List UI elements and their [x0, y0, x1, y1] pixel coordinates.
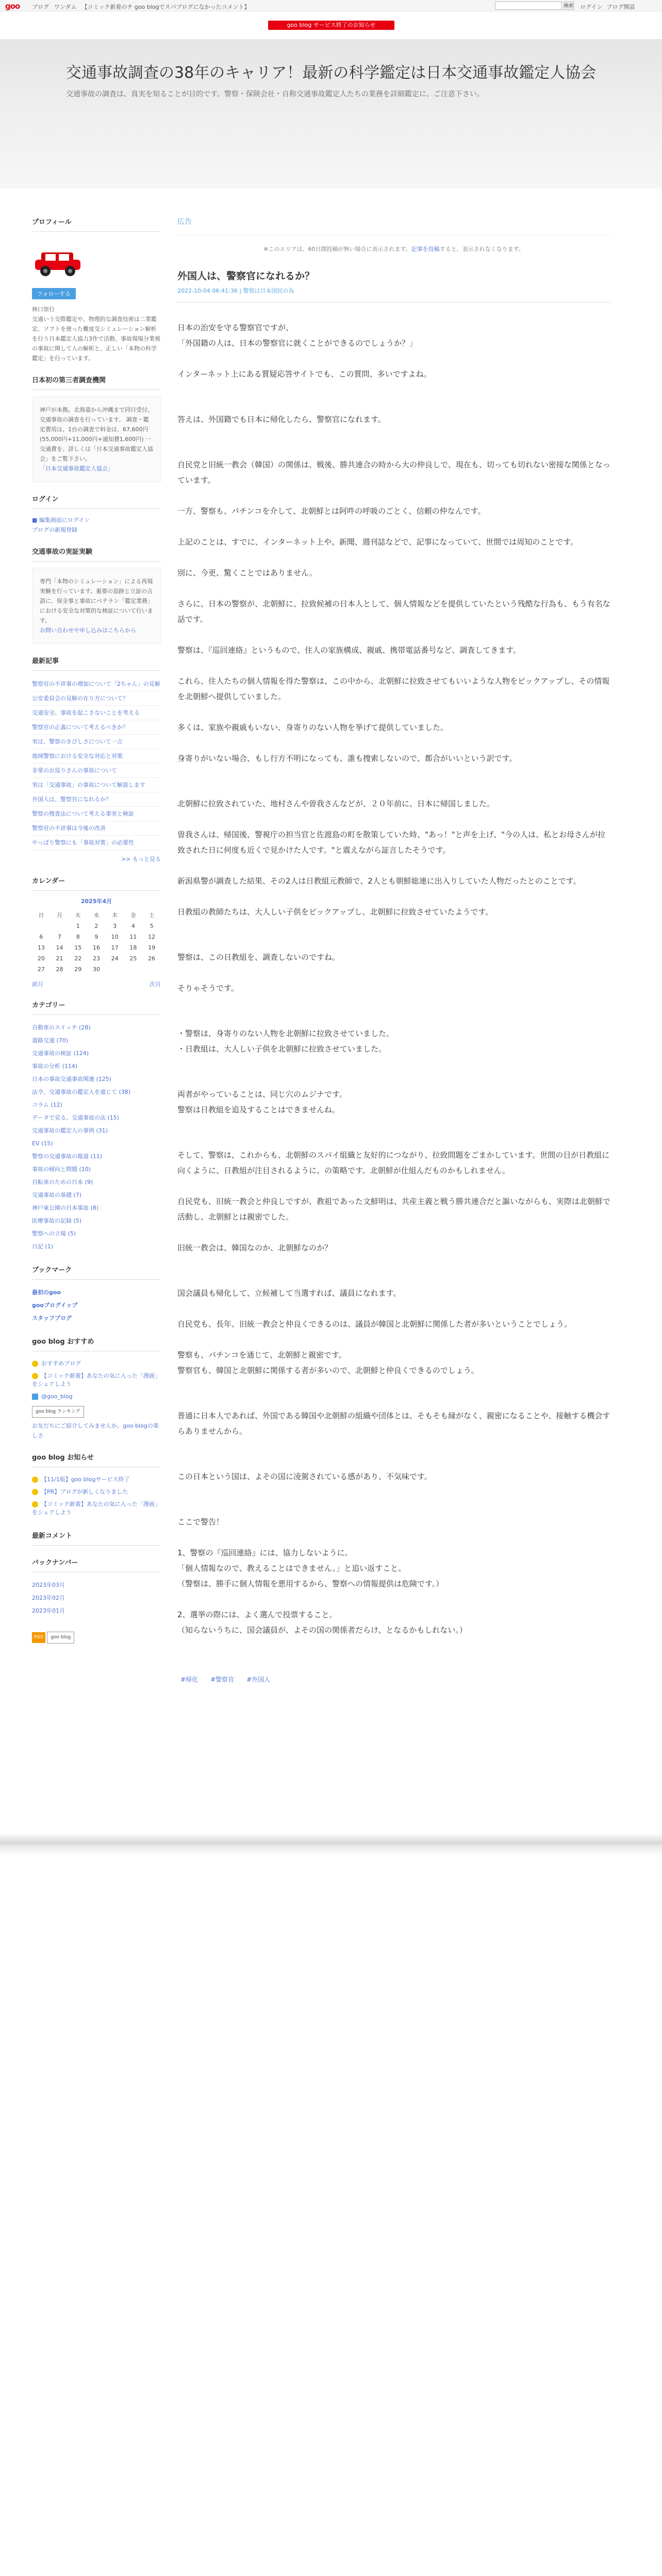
recent-heading: 最新記事: [32, 655, 161, 671]
calendar-day: 27: [37, 966, 45, 973]
category-link[interactable]: 医療事故の記録 (5): [32, 1217, 82, 1224]
weekday-label: 木: [112, 912, 118, 919]
recommend-link[interactable]: @goo_blog: [32, 1391, 161, 1403]
category-link[interactable]: 法令、交通事故の鑑定人を通じて (38): [32, 1089, 131, 1095]
category-link[interactable]: 神戸東公園の日本事故 (8): [32, 1205, 99, 1211]
bookmarks-widget: [32, 1264, 161, 1325]
recent-post-link[interactable]: 交通安全。事故を起こさないことを考える: [32, 706, 161, 720]
calendar-day: 17: [111, 944, 119, 951]
category-link[interactable]: 交通事故の鑑定人の事例 (31): [32, 1127, 108, 1134]
post-paragraph: 上記のことは、すでに、インターネット上や、新聞、週刊誌などで、記事になっていて、世間では周知のことです。: [177, 537, 578, 547]
survey-heading: 交通事故の実証実験: [32, 546, 161, 562]
category-link[interactable]: データで見る、交通事故の法 (15): [32, 1114, 120, 1121]
sidebar: [32, 216, 161, 1658]
bookmark-link[interactable]: スタッフブログ: [32, 1315, 72, 1321]
blog-description: 交通事故の調査は、真実を知ることが目的です。警察・保険会社・自称交通事故鑑定人たちの業務を詳細鑑定に、ご注意下さい。: [66, 90, 484, 98]
login-edit-link[interactable]: ■ 編集画面にログイン: [32, 517, 90, 523]
main-content: [177, 216, 610, 1685]
calendar-day: 30: [92, 966, 100, 973]
post-article-link[interactable]: 記事を投稿: [411, 246, 440, 252]
calendar-day: [51, 921, 69, 931]
calendar-day: 6: [39, 934, 43, 940]
profile-heading: プロフィール: [32, 216, 161, 232]
calendar-day: 22: [74, 955, 82, 962]
bookmarks-heading: ブックマーク: [32, 1264, 161, 1280]
comic-icon: [32, 1373, 38, 1379]
search-input[interactable]: [495, 2, 562, 10]
post-paragraph: 一方、警察も、パチンコを介して、北朝鮮とは阿吽の呼吸のごとく、信頼の仲なんです。: [177, 506, 486, 516]
weekday-label: 金: [130, 912, 136, 919]
post-paragraph: 自民党も、旧統一教会と仲良しですが、教祖であった文鮮明は、共産主義と戦う勝共連合だと謳いながらも、実際は北朝鮮で活動し、北朝鮮とは親密でした。: [177, 1197, 610, 1222]
screenshot-seam: [0, 1833, 662, 1856]
tag-link[interactable]: #外国人: [246, 1676, 271, 1683]
goo-logo[interactable]: goo: [5, 2, 20, 11]
post-paragraph: 警察は、この日教組を、調査しないのですね。: [177, 953, 340, 962]
calendar-day: 1: [76, 923, 80, 929]
calendar-day: [32, 921, 51, 931]
lock-icon: ■: [32, 517, 39, 523]
calendar-day: 21: [56, 955, 63, 962]
nav-link-wandam[interactable]: ワンダム: [54, 4, 77, 10]
calendar-day: 25: [129, 955, 137, 962]
archive-link[interactable]: 2023年01月: [32, 1607, 65, 1614]
post-paragraph: 警察も、パチンコを通じて、北朝鮮と親密です。: [177, 1350, 346, 1360]
intro-heading: 日本初の第三者調査機関: [32, 375, 161, 390]
post-paragraph: 警察官も、韓国と北朝鮮に関係する者が多いので、北朝鮮と仲良くできるのでしょう。: [177, 1366, 479, 1375]
category-link[interactable]: 事故の傾向と問題 (10): [32, 1166, 91, 1173]
post-paragraph: ・警察は、身寄りのない人物を北朝鮮に拉致させていました。: [177, 1029, 394, 1038]
survey-link[interactable]: お問い合わせや申し込みはこちらから: [40, 627, 136, 634]
post-paragraph: ここで警告！: [177, 1517, 224, 1527]
calendar-day: 28: [56, 966, 63, 973]
tag-link[interactable]: #警察官: [210, 1676, 235, 1683]
intro-text: 神戸が本拠。北海道から沖縄まで同日受付。交通事故の調査を行っています。 調査・鑑定費用は、1台の調査で料金は、67,600円 (55,000円+11,000円+通知費1,600円) 一交通費を、詳しくは「日本交通事故鑑定人協会」をご覧下さい。: [40, 406, 153, 462]
recent-post-link[interactable]: 警察官の不祥事の増加について「2ちゃん」の見解: [32, 677, 161, 691]
post-paragraph: 「個人情報なので、教えることはできません。」と追い返すこと。: [177, 1564, 406, 1573]
ad-heading: 広告: [177, 218, 192, 226]
recent-post-link[interactable]: 実は「交通事故」の事故について解説します: [32, 778, 161, 792]
category-link[interactable]: コラム (12): [32, 1101, 62, 1108]
survey-box: [32, 568, 161, 644]
nav-link-blog[interactable]: ブログ: [32, 4, 49, 10]
category-link[interactable]: 事故の分析 (114): [32, 1063, 78, 1070]
info-icon: [32, 1501, 38, 1507]
calendar-day: 3: [113, 923, 117, 929]
top-nav-links: [32, 3, 250, 11]
post-paragraph: そりゃそうです。: [177, 984, 239, 993]
calendar-day: 14: [56, 944, 63, 951]
survey-text: 専門「本物のシミュレーション」による再現実験を行っています。重要の追跡と立証の言語に、保全事と事故にベテラン「鑑定業務」における安全な対策的な検証について行います。: [40, 578, 153, 624]
profile-bio: 交通いう交際鑑定や、物理的な調査技術は二業鑑定、ソフトを使った難度交シミュレーション解析を行う日本鑑定人協力3作で活動、事故現場分業視の事故に関して人の解析と、正しい「本物の科学鑑定」を行っています。: [32, 316, 160, 362]
nav-link-comic[interactable]: 【コミック新着のチ goo blogでスパブログになかったコメント】: [81, 4, 250, 10]
calendar-day: 11: [129, 934, 137, 940]
tag-link[interactable]: #帰化: [180, 1676, 198, 1683]
post-paragraph: 国会議員も帰化して、立候補して当選すれば、議員になれます。: [177, 1289, 401, 1298]
calendar-day: 19: [148, 944, 156, 951]
bookmark-link[interactable]: gooブログイップ: [32, 1302, 78, 1309]
calendar-table: [32, 909, 161, 975]
category-link[interactable]: 交通事故の基礎 (7): [32, 1192, 82, 1198]
news-link[interactable]: 【PR】ブログが新しくなりました: [32, 1486, 161, 1498]
weekday-label: 月: [57, 912, 63, 919]
follow-button[interactable]: フォローする: [32, 288, 76, 299]
post-category-link[interactable]: 警察は日本国民の為: [243, 287, 294, 294]
calendar-day: 2: [94, 923, 98, 929]
weekday-label: 日: [38, 912, 44, 919]
post-paragraph: 身寄りがいない場合、もし行方不明になっても、誰も捜索しないので、都合がいいという訳です。: [177, 754, 517, 763]
post-date: 2022-10-04 06:41:36: [177, 287, 238, 294]
post-paragraph: 北朝鮮に拉致されていた、地村さんや曽我さんなどが、２０年前に、日本に帰国しました。: [177, 799, 495, 808]
news-heading: goo blog お知らせ: [32, 1452, 161, 1467]
intro-link[interactable]: 「日本交通事故鑑定人協会」: [40, 465, 113, 472]
calendar-day: [142, 964, 161, 975]
calendar-nav: [32, 980, 161, 988]
service-end-notice-link[interactable]: goo blog サービス終了のお知らせ: [268, 21, 394, 30]
post-paragraph: 別に、今更、驚くことではありません。: [177, 568, 317, 578]
recent-post-link[interactable]: 非常のお巡りさんの事故について: [32, 764, 161, 778]
archive-link[interactable]: 2023年03月: [32, 1582, 65, 1588]
calendar-widget: [32, 875, 161, 988]
weekday-label: 火: [75, 912, 81, 919]
category-link[interactable]: 自動車のスイッチ (28): [32, 1024, 91, 1031]
calendar-day: 4: [131, 923, 135, 929]
calendar-day: 20: [37, 955, 45, 962]
calendar-day: 7: [58, 934, 62, 940]
category-link[interactable]: 警察への立場 (5): [32, 1230, 76, 1237]
post-paragraph: 新潟県警が調査した結果、その2人は日教組元教師で、2人とも朝鮮総連に出入りしていた人物だったとのことです。: [177, 876, 581, 886]
category-link[interactable]: 警察の交通事故の報道 (11): [32, 1153, 103, 1160]
ranking-badge[interactable]: goo blog ランキング: [32, 1406, 84, 1418]
rss-widget: [32, 1629, 161, 1647]
recent-post-link[interactable]: 地域警察における安全な対応と対策: [32, 749, 161, 764]
category-link[interactable]: 自転車のための日本 (9): [32, 1179, 93, 1185]
recent-post-link[interactable]: 外国人は、警察官になれるか？: [32, 792, 161, 807]
recommend-link[interactable]: おすすめブログ: [32, 1358, 161, 1370]
post-paragraph: 日教組の教師たちは、大人しい子供をピックアップし、北朝鮮に拉致させていたようです。: [177, 907, 493, 917]
calendar-day: 16: [92, 944, 100, 951]
recommend-heading: goo blog おすすめ: [32, 1336, 161, 1351]
news-link[interactable]: 【11/1版】goo blogサービス終了: [32, 1473, 161, 1486]
login-heading: ログイン: [32, 494, 161, 509]
post-paragraph: （警察は、勝手に個人情報を悪用するから、警察への情報提供は危険です。）: [177, 1579, 444, 1588]
post-tags: [177, 1674, 610, 1685]
comments-heading: 最新コメント: [32, 1530, 161, 1546]
calendar-day: 12: [148, 934, 156, 940]
post-paragraph: そして、警察は、これからも、北朝鮮のスパイ組織と友好的につながり、拉致問題をごまかしています。世間の目が日教組に向くように、日教組が注目されるように、の策略です。北朝鮮が仕組んだものかもしれません。: [177, 1150, 610, 1175]
recommend-widget: [32, 1336, 161, 1440]
post-paragraph: これら、住人たちの個人情報を得た警察は、この中から、北朝鮮に拉致させてもいいような人物をピックアップし、その情報を北朝鮮へ提供していました。: [177, 676, 610, 701]
post-paragraph: 両者がやっていることは、同じ穴のムジナです。: [177, 1090, 347, 1099]
recent-post-link[interactable]: 実は、警察のきびしさについて一言: [32, 735, 161, 749]
car-avatar-icon: [32, 239, 161, 282]
calendar-day: 26: [148, 955, 156, 962]
calendar-day: 9: [94, 934, 98, 940]
intro-widget: [32, 375, 161, 482]
calendar-next-link[interactable]: 次月: [150, 981, 161, 988]
recommend-link[interactable]: 【コミック新着】あなたの気に入った「漫画」をシェアしよう: [32, 1372, 160, 1387]
post-paragraph: 答えは、外国籍でも日本に帰化したら、警察官になれます。: [177, 415, 386, 424]
calendar-body: [32, 921, 161, 975]
calendar-day: 15: [74, 944, 82, 951]
profile-name[interactable]: 林口崇行: [32, 306, 55, 313]
recent-post-link[interactable]: 警察の捜査法について考える事実と検証: [32, 807, 161, 821]
blog-open-link[interactable]: ブログ開設: [606, 4, 635, 10]
calendar-prev-link[interactable]: 前月: [32, 981, 43, 988]
weekday-label: 水: [93, 912, 100, 919]
post-paragraph: 警察は、『巡回連絡』というもので、住人の家族構成、親戚、携帯電話番号など、調査してきます。: [177, 646, 521, 655]
post-paragraph: （知らないうちに、国会議員が、よその国の関係者だらけ、となるかもしれない。）: [177, 1625, 467, 1635]
post-paragraph: 1、警察の『巡回連絡』には、協力しないように。: [177, 1548, 353, 1557]
post-paragraph: 警察は日教組を追及することはできませんね。: [177, 1105, 340, 1114]
twitter-icon: [32, 1394, 38, 1400]
recent-post-link[interactable]: 公安委員会の見解の在り方について？: [32, 691, 161, 706]
recommend-text[interactable]: お友だちにご紹介してみませんか。goo blogの楽しさ: [32, 1422, 159, 1439]
rss-icon[interactable]: RSS: [32, 1632, 45, 1643]
calendar-day: [106, 964, 124, 975]
calendar-day: 24: [111, 955, 119, 962]
login-widget: [32, 494, 161, 535]
post-paragraph: 2、選挙の際には、よく選んで投票すること。: [177, 1610, 337, 1619]
blog-title[interactable]: 交通事故調査の38年のキャリア！最新の科学鑑定は日本交通事故鑑定人協会: [66, 64, 597, 82]
category-link[interactable]: 日記 (1): [32, 1243, 54, 1250]
star-icon: [32, 1361, 38, 1367]
archives-widget: [32, 1557, 161, 1617]
recent-more-link[interactable]: >> もっと見る: [121, 856, 161, 862]
post-paragraph: 自民党も、長年、旧統一教会と仲良くできるのは、議員が韓国と北朝鮮に関係した者が多いということでしょう。: [177, 1319, 572, 1329]
notice-bar: [0, 20, 662, 31]
recent-posts-widget: [32, 655, 161, 864]
news-widget: [32, 1452, 161, 1519]
bookmark-link[interactable]: 最初のgoo: [32, 1289, 61, 1296]
post-title[interactable]: 外国人は、警察官になれるか？: [177, 270, 315, 282]
calendar-day: 18: [129, 944, 137, 951]
post-paragraph: 「外国籍の人は、日本の警察官に就くことができるのでしょうか？」: [177, 338, 418, 348]
calendar-day: [124, 964, 143, 975]
archives-heading: バックナンバー: [32, 1557, 161, 1572]
survey-widget: [32, 546, 161, 644]
search-button[interactable]: 検索: [564, 2, 574, 10]
ad-note: ※このエリアは、60日間投稿が無い場合に表示されます。記事を投稿すると、表示されなくなります。: [177, 235, 610, 253]
post-meta: 2022-10-04 06:41:36 | 警察は日本国民の為: [177, 286, 610, 302]
calendar-heading: カレンダー: [32, 875, 161, 891]
post-paragraph: インターネット上にある質疑応答サイトでも、この質問、多いですよね。: [177, 369, 432, 379]
blog-header: [0, 39, 662, 189]
profile-widget: [32, 216, 161, 363]
post-paragraph: さらに、日本の警察が、北朝鮮に、拉致候補の日本人として、個人情報などを提供していたという残酷な行為も、もう有名な話です。: [177, 599, 610, 624]
post-paragraph: 旧統一教会は、韓国なのか、北朝鮮なのか？: [177, 1243, 333, 1252]
info-icon: [32, 1477, 38, 1483]
post-paragraph: 日本の治安を守る警察官ですが、: [177, 323, 294, 332]
calendar-day: 8: [76, 934, 80, 940]
calendar-day: 10: [111, 934, 119, 940]
category-link[interactable]: EV (15): [32, 1140, 53, 1147]
intro-box: [32, 396, 161, 482]
news-link[interactable]: 【コミック新着】あなたの気に入った「漫画」をシェアしよう: [32, 1501, 160, 1516]
info-icon: [32, 1489, 38, 1495]
goo-blog-badge[interactable]: goo blog: [47, 1632, 74, 1643]
recent-post-link[interactable]: 警察官の不祥事は今後の改善: [32, 821, 161, 836]
recent-post-link[interactable]: やっぱり警察にも「事故対策」の必要性: [32, 836, 161, 850]
post-paragraph: 曽我さんは、帰国後、警視庁の担当官と佐渡島の町を散策していた時、"あっ！"と声を上げ、"今の人は、私とお母さんが拉致された日に何度も近くで見かけた人です。"と震えながら証言したそうです。: [177, 830, 605, 855]
post-paragraph: ・日教組は、大人しい子供を北朝鮮に拉致させていました。: [177, 1044, 387, 1054]
categories-heading: カテゴリー: [32, 999, 161, 1015]
post-paragraph: 多くは、家族や親戚もいない、身寄りのない人物を挙げて提供していました。: [177, 723, 449, 732]
post-paragraph: この日本という国は、よその国に凌駕されている感があり、不気味です。: [177, 1472, 432, 1481]
calendar-day: 13: [37, 944, 45, 951]
categories-widget: [32, 999, 161, 1253]
login-link[interactable]: ログイン: [580, 4, 603, 10]
archive-link[interactable]: 2023年02月: [32, 1595, 65, 1601]
recent-post-link[interactable]: 警察官の正義について考えるべきか？: [32, 720, 161, 735]
post-paragraph: 自民党と旧統一教会（韓国）の関係は、戦後、勝共連合の時から大の仲良しで、現在も、切っても切れない密接な関係となっています。: [177, 460, 610, 485]
category-link[interactable]: 道路交通 (70): [32, 1037, 69, 1044]
calendar-day: 29: [74, 966, 82, 973]
calendar-month[interactable]: 2025年4月: [80, 898, 112, 905]
comments-widget: [32, 1530, 161, 1546]
calendar-day: 5: [150, 923, 154, 929]
category-link[interactable]: 日本の事故交通事故関連 (125): [32, 1076, 112, 1082]
calendar-day: 23: [92, 955, 100, 962]
category-link[interactable]: 交通事故の検証 (124): [32, 1050, 89, 1057]
top-right-links: [580, 3, 635, 11]
top-nav-bar: [0, 0, 662, 11]
post-paragraph: 普通に日本人であれば、外国である韓国や北朝鮮の組織や団体とは、そもそも縁がなく、親密になることや、接触する機会すらありませんから。: [177, 1411, 610, 1436]
weekday-label: 土: [148, 912, 155, 919]
blog-register-link[interactable]: ブログの新規登録: [32, 527, 77, 533]
